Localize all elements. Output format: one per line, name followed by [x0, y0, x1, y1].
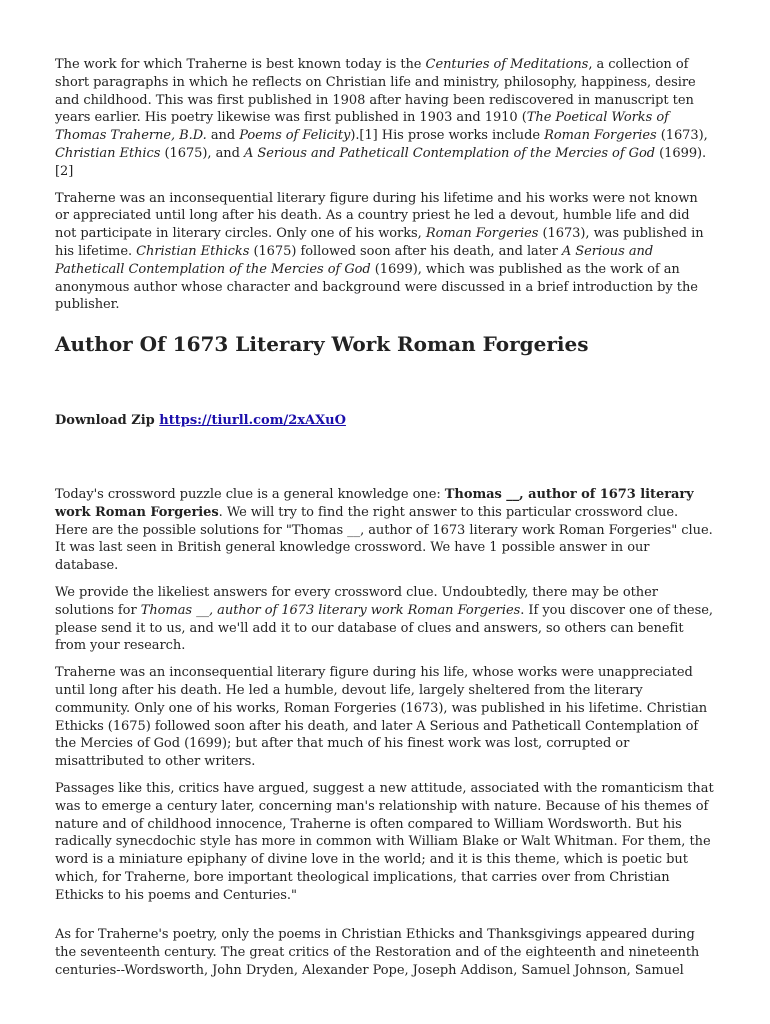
text-span: (1673), was published in his lifetime. [55, 226, 704, 259]
paragraph-answers [55, 584, 714, 655]
text-span: (1673), [656, 128, 708, 144]
italic-title: The Poetical Works of Thomas Traherne, B.D. [55, 110, 669, 144]
italic-title: Roman Forgeries [544, 128, 657, 144]
bold-clue: Thomas __, author of 1673 literary work Roman Forgeries [55, 486, 694, 520]
italic-title: A Serious and Patheticall Contemplation of the Mercies of God [243, 145, 656, 161]
text-span: Traherne was an inconsequential literary figure during his lifetime and his works were not known or appreciated until long after his death. As a country priest he led a devout, humble life and did not participate in literary circles. Only one of his works, [55, 190, 698, 242]
page-heading: Author Of 1673 Literary Work Roman Forgeries [55, 332, 589, 357]
download-link[interactable]: https://tiurll.com/2xAXuO [159, 413, 346, 429]
download-line [55, 412, 714, 430]
paragraph-crossword-clue [55, 486, 714, 575]
text-span: Today's crossword puzzle clue is a general knowledge one: [55, 486, 445, 502]
italic-title: Christian Ethicks [136, 243, 250, 259]
italic-title: Centuries of Meditations [425, 57, 589, 72]
text-span: ).[1] His prose works include [350, 128, 545, 144]
text-span: (1699), which was published as the work of an anonymous author whose character and background were discussed in a brief introduction by the publisher. [55, 261, 698, 313]
text-span: and [206, 128, 240, 144]
text-span: (1699).[2] [55, 145, 707, 179]
text-span: We provide the likeliest answers for every crossword clue. Undoubtedly, there may be other solutions for [55, 584, 658, 618]
paragraph-life: Traherne was an inconsequential literary figure during his life, whose works were unappreciated until long after his death. He led a humble, devout life, largely sheltered from the literary community. Only one of his works, Roman Forgeries (1673), was published in his lifetime. Christian Ethicks (1675) followed soon after his death, and later A Serious and Patheticall Contemplation of the Mercies of God (1699); but after that much of his finest work was lost, corrupted or misattributed to other writers. [55, 665, 708, 770]
spacer [55, 430, 714, 486]
download-label: Download Zip [55, 413, 155, 429]
italic-title: Poems of Felicity [239, 128, 351, 144]
paragraph-biography [55, 190, 714, 315]
italic-title: A Serious and Patheticall Contemplation of the Mercies of God [55, 243, 654, 277]
text-span: (1675), and [160, 145, 244, 161]
paragraph-poetry: As for Traherne's poetry, only the poems in Christian Ethicks and Thanksgivings appeared during the seventeenth century. The great critics of the Restoration and of the eighteenth and nineteenth centuries--Wordsworth, John Dryden, Alexander Pope, Joseph Addison, Samuel Johnson, Samuel [55, 927, 700, 979]
italic-title: Roman Forgeries [425, 226, 539, 242]
text-span: . If you discover one of these, please send it to us, and we'll add it to our database of clues and answers, so others can benefit from your research. [55, 602, 713, 654]
text-span: . We will try to find the right answer to this particular crossword clue. Here are the possible solutions for "Thomas __, author of 1673 literary work Roman Forgeries" clue. It was last seen in British general knowledge crossword. We have 1 possible answer in our database. [55, 504, 713, 574]
italic-title: Christian Ethics [55, 145, 161, 161]
paragraph-critics: Passages like this, critics have argued, suggest a new attitude, associated with the romanticism that was to emerge a century later, concerning man's relationship with nature. Because of his themes of nature and of childhood innocence, Traherne is often compared to William Wordsworth. But his radically synecdochic style has more in common with William Blake or Walt Whitman. For them, the word is a miniature epiphany of divine love in the world; and it is this theme, which is poetic but which, for Traherne, bore important theological implications, that carries over from Christian Ethicks to his poems and Centuries." [55, 780, 714, 903]
text-span: (1675) followed soon after his death, and later [249, 243, 562, 259]
italic-clue: Thomas __, author of 1673 literary work Roman Forgeries [140, 602, 521, 618]
text-span: , a collection of short paragraphs in which he reflects on Christian life and ministry, philosophy, happiness, desire and childhood. This was first published in 1908 after having been rediscovered in manuscript ten years earlier. His poetry likewise was first published in 1903 and 1910 ( [55, 57, 696, 126]
text-span: The work for which Traherne is best known today is the [55, 57, 426, 72]
paragraph-intro [55, 56, 714, 181]
